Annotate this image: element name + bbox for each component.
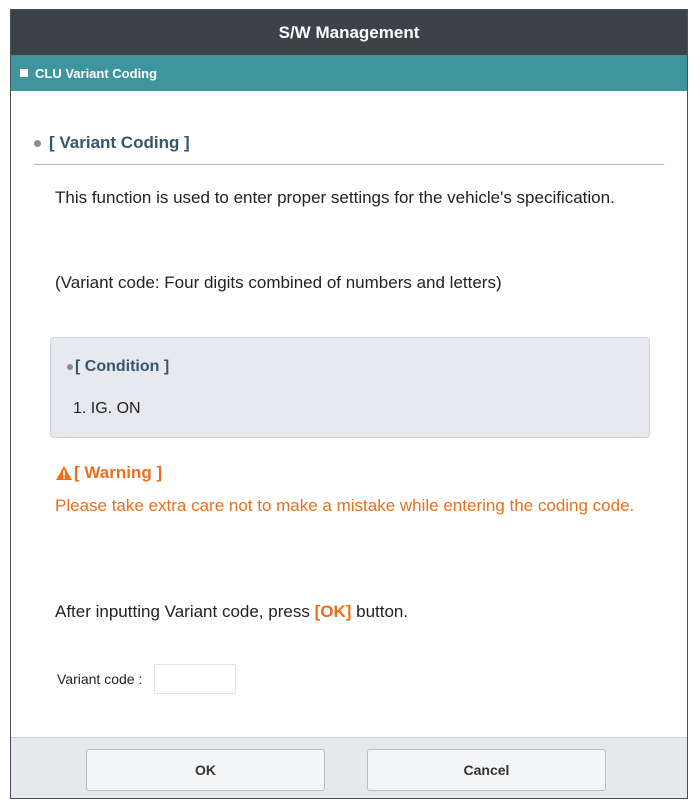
variant-code-input[interactable] (154, 664, 236, 694)
description-text: This function is used to enter proper settings for the vehicle's specification. (55, 188, 615, 207)
ok-reference: [OK] (314, 602, 352, 621)
bullet-dot-icon (34, 140, 41, 147)
cancel-button[interactable]: Cancel (367, 749, 606, 791)
warning-header (55, 463, 162, 483)
sw-management-dialog (10, 9, 688, 799)
section-header (34, 128, 664, 165)
instruction-text (55, 602, 408, 622)
condition-box (50, 337, 650, 438)
warning-text: Please take extra care not to make a mistake while entering the coding code. (55, 496, 635, 515)
condition-title: [ Condition ] (75, 358, 170, 375)
variant-code-note: (Variant code: Four digits combined of numbers and letters) (55, 273, 502, 292)
subheader-title: CLU Variant Coding (35, 65, 158, 81)
condition-item: 1. IG. ON (73, 400, 141, 417)
condition-header (67, 358, 169, 376)
instruction-prefix: After inputting Variant code, press (55, 602, 315, 621)
main-content (11, 91, 687, 739)
variant-code-row (57, 664, 236, 694)
bullet-dot-icon (67, 364, 73, 370)
button-bar (11, 737, 687, 798)
warning-title: [ Warning ] (74, 463, 163, 482)
section-title: [ Variant Coding ] (49, 133, 190, 152)
window-title: S/W Management (11, 10, 687, 55)
subheader-bar (11, 55, 687, 91)
variant-code-label: Variant code : (57, 671, 143, 687)
square-bullet-icon (20, 69, 28, 77)
warning-triangle-icon (55, 465, 73, 481)
ok-button[interactable]: OK (86, 749, 325, 791)
instruction-suffix: button. (351, 602, 409, 621)
